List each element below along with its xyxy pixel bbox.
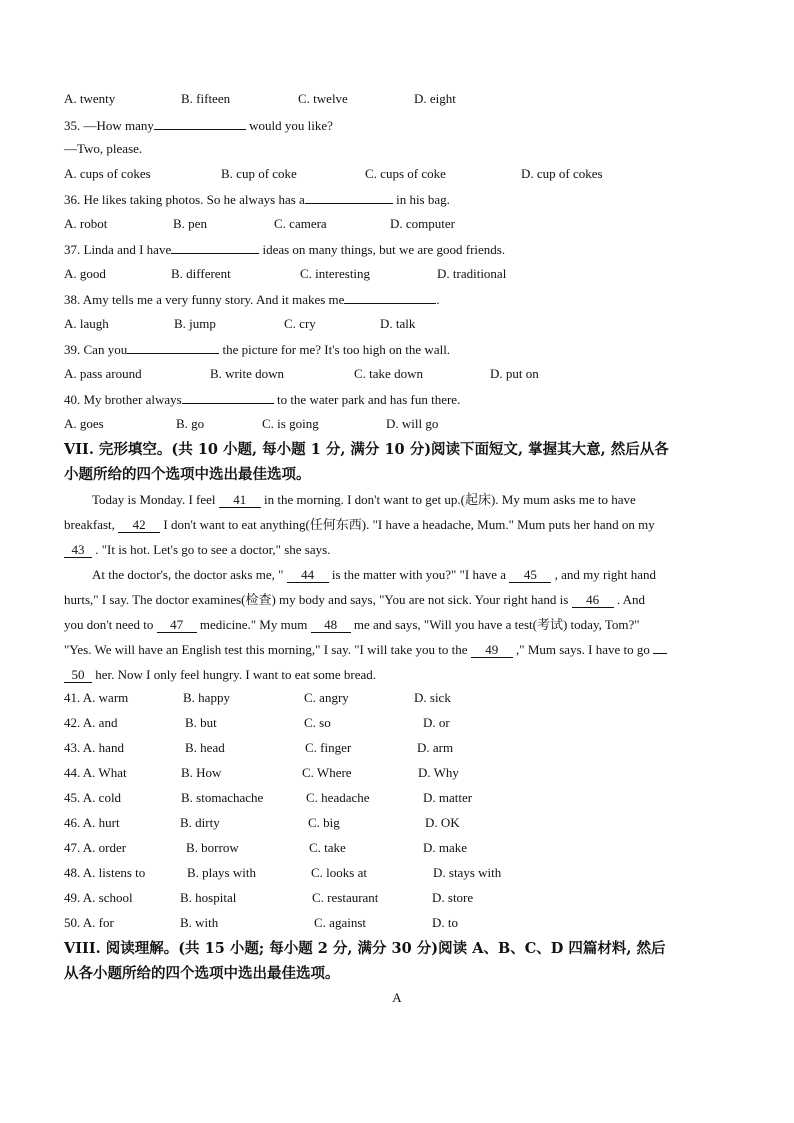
option-a: 48. A. listens to	[64, 865, 146, 880]
question-text: 40. My brother always	[64, 392, 182, 407]
option-d: D. cup of cokes	[521, 166, 603, 181]
option-a: A. cups of cokes	[64, 166, 151, 181]
cloze-options-46	[64, 814, 744, 832]
passage-text: I don't want to eat anything(任何东西). "I have a headache, Mum." Mum puts her hand on my	[160, 517, 655, 532]
q37-options	[64, 265, 744, 283]
option-d: D. traditional	[437, 266, 507, 281]
answer-blank	[154, 116, 246, 130]
option-b: B. happy	[183, 690, 230, 705]
passage-text: you don't need to	[64, 617, 157, 632]
section-heading-line: 从各小题所给的四个选项中选出最佳选项。	[64, 965, 340, 982]
question-38	[64, 290, 440, 309]
question-36	[64, 190, 450, 209]
option-b: B. jump	[174, 316, 216, 331]
cloze-options-48	[64, 864, 744, 882]
answer-blank	[171, 240, 259, 254]
passage-text: Today is Monday. I feel	[92, 492, 219, 507]
option-d: D. talk	[380, 316, 416, 331]
option-b: B. head	[185, 740, 225, 755]
cloze-options-42	[64, 714, 744, 732]
question-text: in his bag.	[392, 192, 450, 207]
option-b: B. different	[171, 266, 231, 281]
passage-text: breakfast,	[64, 517, 119, 532]
section-8-heading	[64, 936, 734, 986]
option-d: D. arm	[417, 740, 454, 755]
q36-options	[64, 215, 744, 233]
option-a: 41. A. warm	[64, 690, 129, 705]
option-c: C. cry	[284, 316, 316, 331]
option-d: D. put on	[490, 366, 539, 381]
option-b: B. fifteen	[181, 91, 231, 106]
passage-text: , and my right hand	[551, 567, 657, 582]
option-a: 42. A. and	[64, 715, 118, 730]
passage-text: her. Now I only feel hungry. I want to eat some bread.	[92, 667, 376, 682]
option-d: D. eight	[414, 91, 456, 106]
cloze-passage	[64, 487, 734, 687]
answer-blank	[127, 340, 219, 354]
passage-text: At the doctor's, the doctor asks me, "	[92, 567, 287, 582]
option-d: D. or	[423, 715, 450, 730]
question-37	[64, 240, 505, 259]
question-text: 35. —How many	[64, 118, 154, 133]
blank-43: 43	[64, 543, 92, 558]
question-35-reply: —Two, please.	[64, 141, 143, 156]
option-c: C. is going	[262, 416, 319, 431]
q35-options	[64, 165, 744, 183]
option-a: A. pass around	[64, 366, 142, 381]
option-c: C. against	[314, 915, 366, 930]
cloze-options-41	[64, 689, 744, 707]
passage-line	[64, 587, 734, 612]
section-heading-line: 小题所给的四个选项中选出最佳选项。	[64, 466, 311, 483]
option-c: C. angry	[304, 690, 349, 705]
option-a: 46. A. hurt	[64, 815, 120, 830]
blank-48: 48	[311, 618, 351, 633]
option-a: 45. A. cold	[64, 790, 122, 805]
question-text: 38. Amy tells me a very funny story. And it makes me	[64, 292, 345, 307]
question-text: 39. Can you	[64, 342, 128, 357]
option-c: C. looks at	[311, 865, 367, 880]
option-d: D. to	[432, 915, 458, 930]
option-c: C. so	[304, 715, 331, 730]
option-b: B. with	[180, 915, 219, 930]
option-b: B. borrow	[186, 840, 239, 855]
option-a: 43. A. hand	[64, 740, 124, 755]
option-a: A. good	[64, 266, 106, 281]
passage-line	[64, 562, 734, 587]
question-text: would you like?	[245, 118, 333, 133]
question-text: ideas on many things, but we are good friends.	[259, 242, 506, 257]
cloze-options-47	[64, 839, 744, 857]
option-c: C. take	[309, 840, 346, 855]
q38-options	[64, 315, 744, 333]
blank-42: 42	[118, 518, 160, 533]
option-a: A. laugh	[64, 316, 109, 331]
cloze-options-44	[64, 764, 744, 782]
option-b: B. stomachache	[181, 790, 264, 805]
option-d: D. computer	[390, 216, 455, 231]
passage-text: ," Mum says. I have to go	[512, 642, 654, 657]
option-b: B. write down	[210, 366, 285, 381]
cloze-options-49	[64, 889, 744, 907]
option-d: D. make	[423, 840, 468, 855]
passage-text: "Yes. We will have an English test this morning," I say. "I will take you to the	[64, 642, 471, 657]
option-b: B. hospital	[180, 890, 237, 905]
cloze-options-43	[64, 739, 744, 757]
question-40	[64, 390, 460, 409]
question-35	[64, 116, 333, 135]
passage-line	[64, 637, 734, 662]
passage-line	[64, 487, 734, 512]
option-b: B. go	[176, 416, 205, 431]
option-b: B. but	[185, 715, 217, 730]
answer-blank	[653, 640, 667, 654]
part-label: A	[392, 990, 402, 1005]
option-d: D. matter	[423, 790, 473, 805]
option-b: B. cup of coke	[221, 166, 297, 181]
option-d: D. stays with	[433, 865, 502, 880]
option-c: C. Where	[302, 765, 352, 780]
section-7-heading	[64, 437, 734, 487]
blank-46: 46	[572, 593, 614, 608]
section-heading-line: VII. 完形填空。(共 10 小题, 每小题 1 分, 满分 10 分)阅读下面短文, 掌握其大意, 然后从各	[64, 441, 669, 458]
answer-blank	[344, 290, 436, 304]
cloze-options-45	[64, 789, 744, 807]
passage-text: . "It is hot. Let's go to see a doctor," she says.	[92, 542, 331, 557]
blank-47: 47	[157, 618, 197, 633]
q40-options	[64, 415, 744, 433]
blank-44: 44	[287, 568, 329, 583]
option-c: C. cups of coke	[365, 166, 446, 181]
option-c: C. headache	[306, 790, 370, 805]
option-a: 50. A. for	[64, 915, 114, 930]
answer-blank	[305, 190, 393, 204]
question-text: 37. Linda and I have	[64, 242, 172, 257]
option-c: C. camera	[274, 216, 327, 231]
question-text: to the water park and has fun there.	[273, 392, 461, 407]
option-d: D. OK	[425, 815, 460, 830]
section-heading-line: VIII. 阅读理解。(共 15 小题; 每小题 2 分, 满分 30 分)阅读 A、B、C、D 四篇材料, 然后	[64, 940, 666, 957]
option-a: A. twenty	[64, 91, 116, 106]
question-text: .	[436, 292, 440, 307]
option-a: 49. A. school	[64, 890, 133, 905]
blank-41: 41	[219, 493, 261, 508]
cloze-options-50	[64, 914, 744, 932]
question-39	[64, 340, 450, 359]
option-c: C. twelve	[298, 91, 348, 106]
option-c: C. restaurant	[312, 890, 379, 905]
passage-line	[64, 662, 734, 687]
option-c: C. take down	[354, 366, 423, 381]
passage-text: . And	[613, 592, 645, 607]
option-d: D. Why	[418, 765, 459, 780]
passage-line	[64, 612, 734, 637]
passage-text: hurts," I say. The doctor examines(检查) my body and says, "You are not sick. Your right hand is	[64, 592, 572, 607]
passage-line	[64, 537, 734, 562]
q39-options	[64, 365, 744, 383]
answer-blank	[182, 390, 274, 404]
blank-49: 49	[471, 643, 513, 658]
option-b: B. dirty	[180, 815, 220, 830]
passage-text: me and says, "Will you have a test(考试) today, Tom?"	[350, 617, 640, 632]
option-a: A. robot	[64, 216, 108, 231]
question-text: 36. He likes taking photos. So he always has a	[64, 192, 305, 207]
option-a: 44. A. What	[64, 765, 127, 780]
option-d: D. will go	[386, 416, 439, 431]
q34-options	[64, 90, 744, 108]
passage-text: medicine." My mum	[196, 617, 311, 632]
passage-line	[64, 512, 734, 537]
blank-45: 45	[509, 568, 551, 583]
option-b: B. pen	[173, 216, 207, 231]
option-d: D. sick	[414, 690, 451, 705]
question-text: the picture for me? It's too high on the wall.	[219, 342, 451, 357]
option-b: B. How	[181, 765, 222, 780]
passage-text: in the morning. I don't want to get up.(起床). My mum asks me to have	[260, 492, 636, 507]
passage-text: is the matter with you?" "I have a	[328, 567, 510, 582]
option-c: C. interesting	[300, 266, 371, 281]
option-c: C. big	[308, 815, 340, 830]
option-d: D. store	[432, 890, 474, 905]
option-a: 47. A. order	[64, 840, 127, 855]
option-a: A. goes	[64, 416, 104, 431]
option-b: B. plays with	[187, 865, 256, 880]
option-c: C. finger	[305, 740, 352, 755]
blank-50: 50	[64, 668, 92, 683]
